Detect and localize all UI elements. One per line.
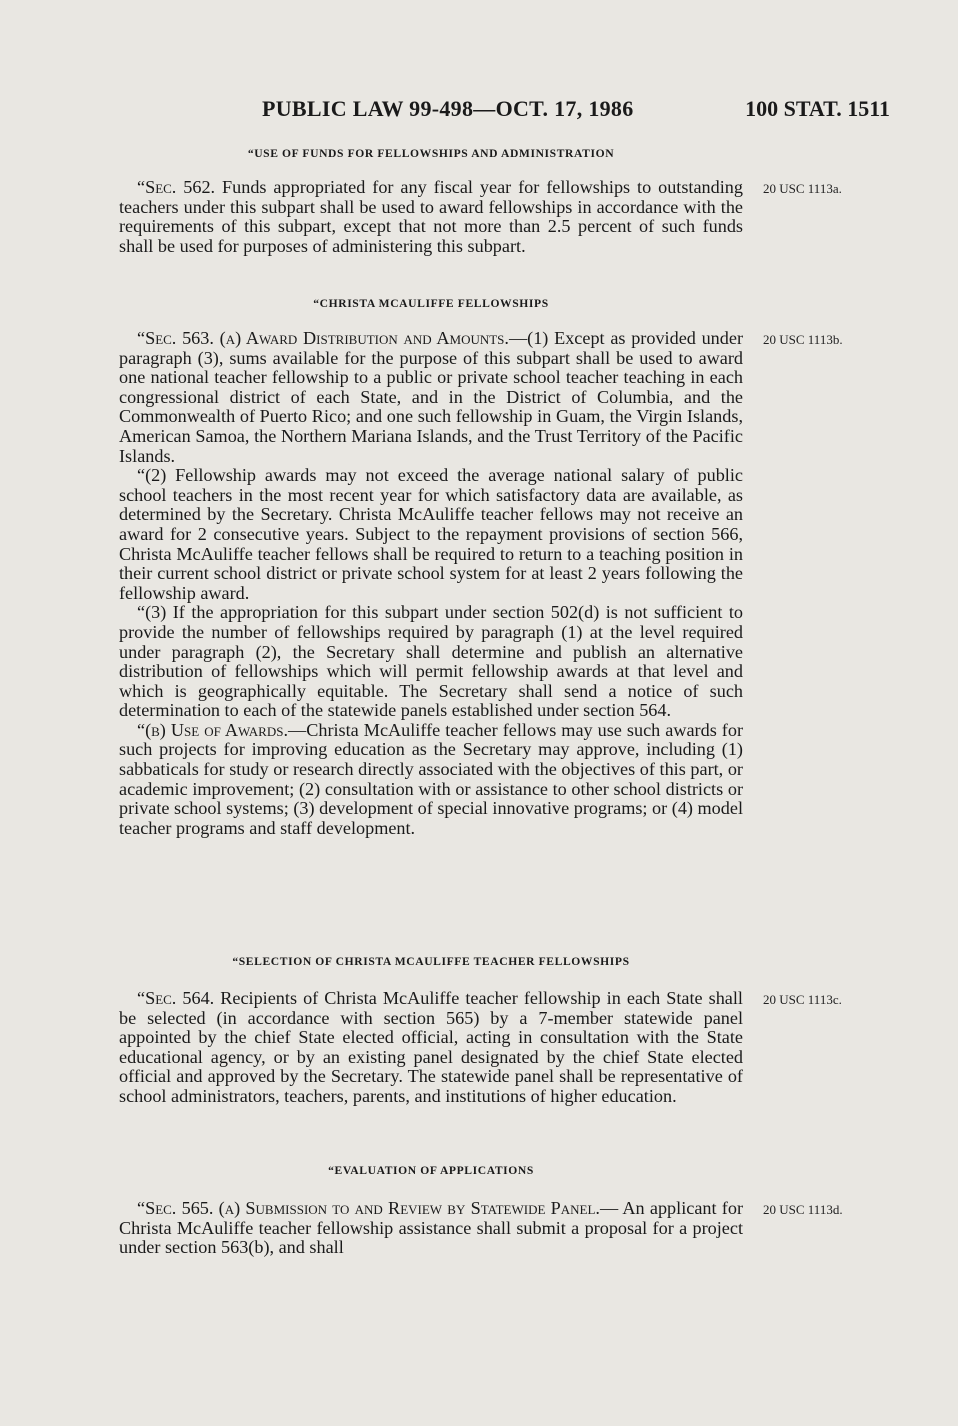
section-body bbox=[119, 989, 743, 1107]
paragraph bbox=[119, 1199, 743, 1258]
paragraph-text: “(2) Fellowship awards may not exceed the average national salary of public school teachers in the most recent year for which satisfactory data are available, as determined by the Secretary. Christa McAuliffe teacher fellows may not receive an award for 2 consecutive years. Subject to the repayment provisions of section 566, Christa McAuliffe teacher fellows shall be required to return to a teaching position in their current school district or private school system for at least 2 years following the fellowship award. bbox=[119, 465, 743, 603]
section-lead: “Sec. 563. (a) Award Distribution and Amounts. bbox=[137, 328, 509, 348]
paragraph-text: Recipients of Christa McAuliffe teacher fellowship in each State shall be selected (in accordance with section 565) by a 7-member statewide panel appointed by the chief State elected official, acting in consultation with the State educational agency, or by an existing panel designated by the chief State elected official and approved by the Secretary. The statewide panel shall be representative of school administrators, teachers, parents, and institutions of higher education. bbox=[119, 988, 743, 1106]
section-lead: “Sec. 562. bbox=[137, 177, 216, 197]
page-header bbox=[262, 96, 890, 126]
section-body bbox=[119, 1199, 743, 1258]
section-body bbox=[119, 178, 743, 256]
margin-citation: 20 USC 1113b. bbox=[763, 332, 843, 347]
header-stat-ref: 100 STAT. 1511 bbox=[745, 96, 890, 121]
paragraph bbox=[119, 603, 743, 721]
margin-citation: 20 USC 1113c. bbox=[763, 992, 842, 1007]
header-law-title: PUBLIC LAW 99-498—OCT. 17, 1986 bbox=[262, 96, 634, 121]
section-lead: “(b) Use of Awards. bbox=[137, 719, 289, 740]
paragraph-text: — An applicant for Christa McAuliffe teacher fellowship assistance shall submit a proposal for a project under section 563(b), and shall bbox=[119, 1198, 743, 1258]
margin-citation: 20 USC 1113a. bbox=[763, 181, 842, 196]
paragraph-text: —Christa McAuliffe teacher fellows may use such awards for such projects for improving education as the Secretary may approve, including (1) sabbaticals for study or research directly associated with the objectives of this part, or academic improvement; (2) consultation with or assistance to other school districts or private school systems; (3) development of special innovative programs; or (4) model teacher programs and staff development. bbox=[119, 719, 743, 838]
paragraph-text: —(1) Except as provided under paragraph (3), sums available for the purpose of this subpart shall be used to award one national teacher fellowship to a public or private school teacher teaching in each congressional district of each State, and in the District of Columbia, and the Commonwealth of Puerto Rico; and one such fellowship in Guam, the Virgin Islands, American Samoa, the Northern Mariana Islands, and the Trust Territory of the Pacific Islands. bbox=[119, 328, 744, 466]
margin-citation: 20 USC 1113d. bbox=[763, 1202, 843, 1217]
section-body bbox=[119, 329, 743, 838]
section-lead: “Sec. 564. bbox=[137, 988, 215, 1008]
paragraph-text: “(3) If the appropriation for this subpart under section 502(d) is not sufficient to provide the number of fellowships required by paragraph (1) at the level required under paragraph (2), the Secretary shall determine and publish an alternative distribution of fellowships which will permit fellowship awards at that level and which is geographically equitable. The Secretary shall send a notice of such determination to each of the statewide panels established under section 564. bbox=[119, 602, 743, 721]
section-heading: “CHRISTA MCAULIFFE FELLOWSHIPS bbox=[313, 297, 549, 310]
paragraph bbox=[119, 466, 743, 603]
section-heading: “USE OF FUNDS FOR FELLOWSHIPS AND ADMINISTRATION bbox=[247, 147, 615, 160]
section-heading: “SELECTION OF CHRISTA MCAULIFFE TEACHER FELLOWSHIPS bbox=[232, 955, 630, 968]
paragraph bbox=[119, 721, 743, 839]
paragraph bbox=[119, 329, 743, 466]
section-heading: “EVALUATION OF APPLICATIONS bbox=[328, 1164, 534, 1177]
paragraph-text: Funds appropriated for any fiscal year for fellowships to outstanding teachers under this subpart shall be used to award fellowships in accordance with the requirements of this subpart, except that not more than 2.5 percent of such funds shall be used for purposes of administering this subpart. bbox=[119, 177, 743, 256]
paragraph bbox=[119, 989, 743, 1107]
section-lead: “Sec. 565. (a) Submission to and Review by Statewide Panel. bbox=[137, 1198, 600, 1218]
paragraph bbox=[119, 178, 743, 256]
